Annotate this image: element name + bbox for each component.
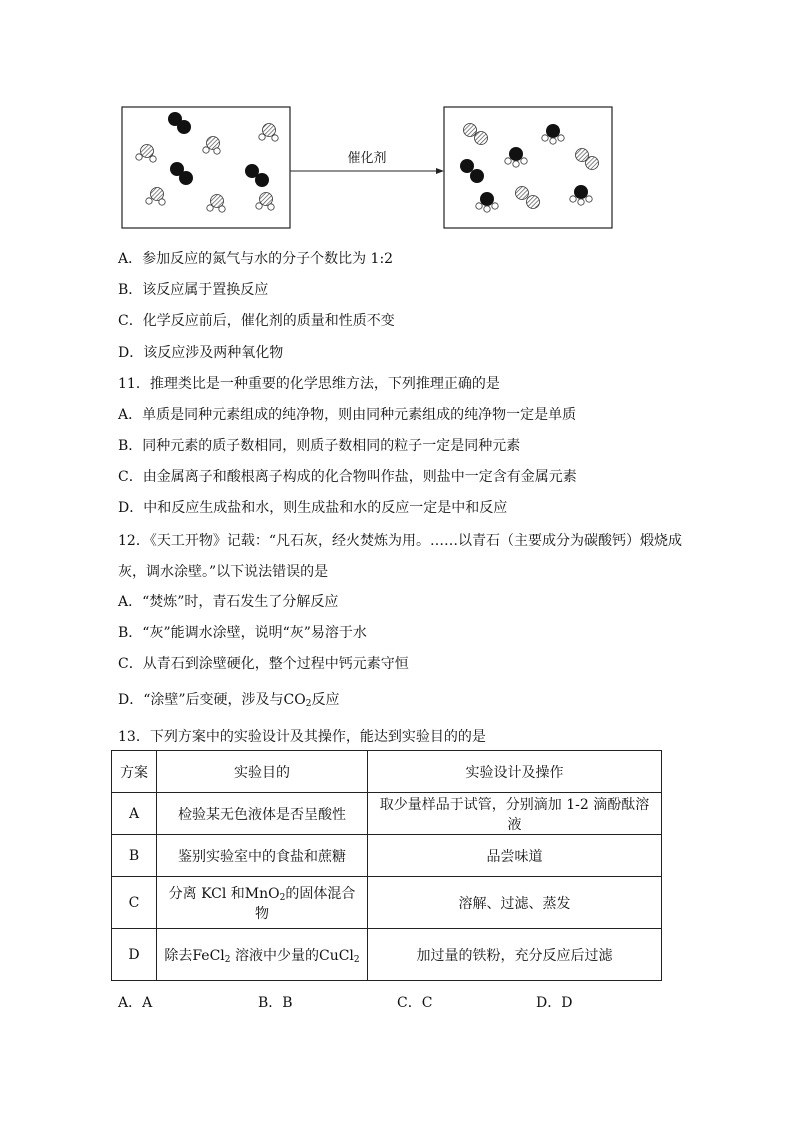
q13-answer-options — [118, 992, 598, 1010]
oxygen-molecule — [464, 124, 488, 145]
answer-option-a: A．A — [118, 995, 153, 1011]
table-row — [112, 929, 662, 981]
q12-option-a: A．“焚炼”时，青石发生了分解反应 — [118, 594, 339, 610]
table-header-row — [112, 751, 662, 793]
q12-option-b: B．“灰”能调水涂壁，说明“灰”易溶于水 — [118, 625, 367, 641]
nitrogen-molecule — [245, 164, 269, 187]
q10-option-b: B．该反应属于置换反应 — [118, 282, 269, 298]
goal-cell: 鉴别实验室中的食盐和蔗糖 — [157, 835, 368, 877]
goal-cell: 检验某无色液体是否呈酸性 — [157, 793, 368, 835]
operation-cell: 取少量样品于试管，分别滴加 1-2 滴酚酞溶液 — [368, 793, 662, 835]
q12-option-d: D．“涂壁”后变硬，涉及与$CO_2$反应 — [118, 692, 340, 709]
nitrogen-molecule — [168, 112, 191, 134]
q12-stem-line2: 灰，调水涂壁。”以下说法错误的是 — [118, 564, 329, 580]
q11-option-d: D．中和反应生成盐和水，则生成盐和水的反应一定是中和反应 — [118, 500, 508, 516]
q10-option-d: D．该反应涉及两种氧化物 — [118, 345, 284, 361]
catalyst-label: 催化剂 — [347, 151, 387, 166]
ammonia-molecule — [505, 147, 527, 167]
q12-option-c: C．从青石到涂壁硬化，整个过程中钙元素守恒 — [118, 656, 409, 672]
q10-option-c: C．化学反应前后，催化剂的质量和性质不变 — [118, 313, 395, 329]
ammonia-molecule — [542, 124, 564, 144]
q11-option-c: C．由金属离子和酸根离子构成的化合物叫作盐，则盐中一定含有金属元素 — [118, 469, 577, 485]
answer-option-b: B．B — [258, 995, 293, 1011]
answer-option-c: C．C — [397, 995, 433, 1011]
water-molecule — [203, 137, 220, 155]
water-molecule — [256, 193, 274, 211]
q11-option-a: A．单质是同种元素组成的纯净物，则由同种元素组成的纯净物一定是单质 — [118, 407, 577, 423]
plan-cell: D — [112, 929, 157, 981]
table-row — [112, 835, 662, 877]
table-header-cell: 方案 — [112, 751, 157, 793]
plan-cell: B — [112, 835, 157, 877]
operation-cell: 溶解、过滤、蒸发 — [368, 877, 662, 929]
table-header-cell: 实验设计及操作 — [368, 751, 662, 793]
plan-cell: A — [112, 793, 157, 835]
water-molecule — [136, 145, 156, 163]
q13-stem: 13．下列方案中的实验设计及其操作，能达到实验目的的是 — [118, 729, 486, 745]
nitrogen-molecule — [170, 162, 193, 185]
water-molecule — [146, 188, 165, 206]
ammonia-molecule — [570, 185, 592, 205]
water-molecule — [207, 195, 225, 213]
nitrogen-molecule — [460, 159, 484, 183]
arrow-head-icon — [436, 168, 444, 174]
oxygen-molecule — [576, 149, 599, 170]
table-header-cell: 实验目的 — [157, 751, 368, 793]
q10-option-a: A．参加反应的氮气与水的分子个数比为 1:2 — [118, 251, 394, 267]
reaction-diagram — [0, 0, 794, 240]
experiment-table — [111, 750, 662, 981]
answer-option-d: D．D — [536, 995, 573, 1011]
q11-option-b: B．同种元素的质子数相同，则质子数相同的粒子一定是同种元素 — [118, 438, 521, 454]
q12-stem-line1: 12．《天工开物》记载：“凡石灰，经火焚炼为用。……以青石（主要成分为碳酸钙）煅烧成 — [118, 533, 682, 549]
operation-cell: 品尝味道 — [368, 835, 662, 877]
water-molecule — [259, 124, 278, 142]
operation-cell: 加过量的铁粉，充分反应后过滤 — [368, 929, 662, 981]
table-row — [112, 877, 662, 929]
oxygen-molecule — [516, 187, 540, 209]
goal-cell: 除去FeCl$_2$ 溶液中少量的CuCl$_2$ — [157, 929, 368, 981]
ammonia-molecule — [476, 192, 498, 212]
table-row — [112, 793, 662, 835]
q11-stem: 11．推理类比是一种重要的化学思维方法，下列推理正确的是 — [118, 376, 500, 392]
plan-cell: C — [112, 877, 157, 929]
goal-cell: 分离 KCl 和MnO$_2$的固体混合物 — [157, 877, 368, 929]
